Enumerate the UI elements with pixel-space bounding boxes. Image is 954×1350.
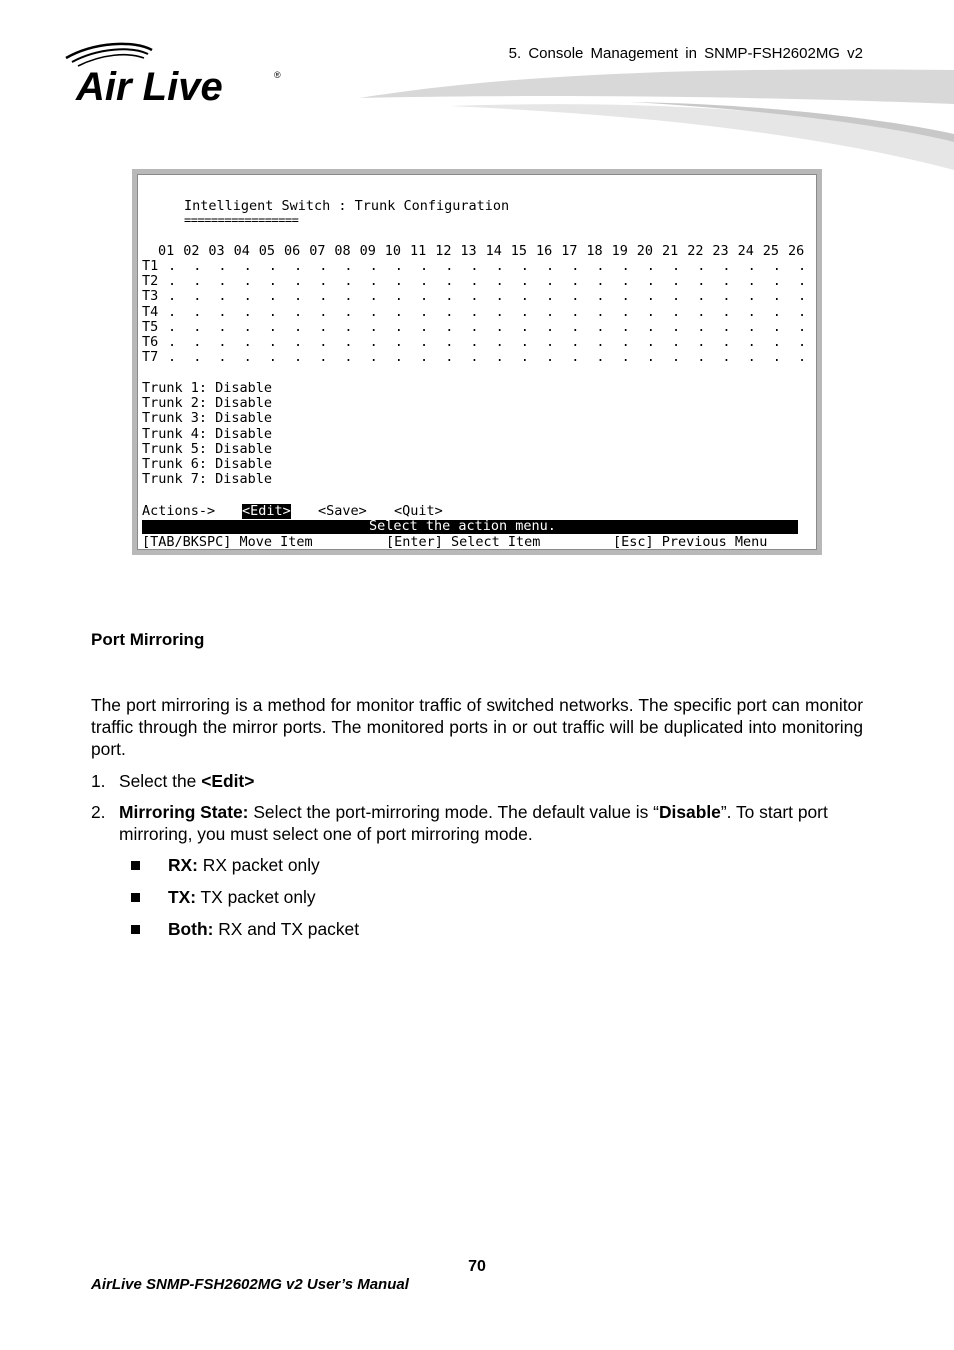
trunk-port-cell[interactable]: .: [268, 318, 277, 335]
trunk-port-cell[interactable]: .: [546, 318, 555, 335]
trunk-port-cell[interactable]: .: [344, 318, 353, 335]
trunk-port-cell[interactable]: .: [747, 288, 756, 305]
trunk-port-cell[interactable]: .: [319, 258, 328, 274]
trunk-port-cell[interactable]: .: [722, 303, 731, 320]
trunk-port-cell[interactable]: .: [420, 303, 429, 320]
port-number: 08: [334, 243, 351, 259]
trunk-port-cell[interactable]: .: [747, 318, 756, 335]
trunk-port-cell[interactable]: .: [344, 334, 353, 350]
trunk-status-line: Trunk 2: Disable: [142, 395, 273, 412]
trunk-port-cell[interactable]: .: [470, 318, 479, 335]
trunk-port-cell[interactable]: .: [722, 334, 731, 350]
trunk-port-cell[interactable]: .: [193, 334, 202, 350]
port-number: 06: [284, 243, 301, 259]
trunk-port-cell[interactable]: .: [520, 273, 529, 290]
trunk-port-cell[interactable]: .: [168, 273, 177, 290]
svg-text:Air Live: Air Live: [76, 65, 223, 109]
bullet-text: [168, 919, 359, 940]
trunk-port-cell[interactable]: .: [369, 303, 378, 320]
trunk-port-cell[interactable]: .: [420, 288, 429, 305]
trunk-port-cell[interactable]: .: [470, 334, 479, 350]
port-number: 18: [586, 243, 603, 259]
trunk-port-cell[interactable]: .: [722, 318, 731, 335]
key-hint-move: [TAB/BKSPC] Move Item: [142, 534, 313, 550]
trunk-port-cell[interactable]: .: [697, 303, 706, 320]
trunk-port-cell[interactable]: .: [646, 258, 655, 274]
port-number: 25: [762, 243, 780, 259]
trunk-port-cell[interactable]: .: [571, 258, 580, 274]
trunk-port-cell[interactable]: .: [495, 288, 504, 305]
trunk-port-cell[interactable]: .: [344, 288, 353, 305]
trunk-port-cell[interactable]: .: [445, 273, 454, 290]
console-title-underline: =================: [184, 213, 299, 227]
trunk-port-cell[interactable]: .: [294, 303, 303, 320]
trunk-port-cell[interactable]: .: [243, 288, 252, 305]
console-window: [137, 174, 817, 550]
bullet-text: [168, 887, 316, 908]
trunk-port-cell[interactable]: .: [596, 303, 605, 320]
trunk-port-cell[interactable]: .: [747, 349, 756, 366]
trunk-port-cell[interactable]: .: [470, 303, 479, 320]
trunk-port-cell[interactable]: .: [168, 258, 177, 274]
trunk-status-line: Trunk 4: Disable: [142, 425, 273, 442]
trunk-port-cell[interactable]: .: [747, 258, 756, 274]
trunk-port-cell[interactable]: .: [319, 318, 328, 335]
trunk-status-line: Trunk 6: Disable: [142, 456, 273, 472]
port-number: 17: [561, 243, 578, 259]
trunk-port-cell[interactable]: .: [445, 258, 454, 274]
trunk-port-cell[interactable]: .: [495, 303, 504, 320]
trunk-port-cell[interactable]: .: [218, 258, 227, 274]
trunk-port-cell[interactable]: .: [520, 288, 529, 305]
trunk-port-cell[interactable]: .: [722, 288, 731, 305]
trunk-port-cell[interactable]: .: [798, 334, 807, 350]
trunk-port-cell[interactable]: .: [571, 303, 580, 320]
trunk-port-cell[interactable]: .: [344, 258, 353, 274]
trunk-port-cell[interactable]: .: [596, 273, 605, 290]
trunk-port-cell[interactable]: .: [596, 258, 605, 274]
port-number: 20: [636, 243, 654, 259]
trunk-port-cell[interactable]: .: [672, 288, 681, 305]
square-bullet-icon: [131, 893, 140, 902]
trunk-port-cell[interactable]: .: [394, 303, 403, 320]
trunk-port-cell[interactable]: .: [445, 334, 454, 350]
trunk-port-cell[interactable]: .: [470, 273, 479, 290]
trunk-port-cell[interactable]: .: [420, 318, 429, 335]
trunk-port-cell[interactable]: .: [546, 273, 555, 290]
trunk-port-cell[interactable]: .: [369, 318, 378, 335]
trunk-port-cell[interactable]: .: [621, 334, 630, 350]
trunk-port-cell[interactable]: .: [672, 349, 681, 366]
trunk-port-cell[interactable]: .: [168, 318, 177, 335]
trunk-row-label: T4: [142, 303, 159, 320]
port-number: 26: [788, 243, 805, 259]
port-number: 22: [687, 243, 704, 259]
bullet-label: RX:: [168, 855, 198, 875]
trunk-port-cell[interactable]: .: [672, 258, 681, 274]
intro-paragraph: The port mirroring is a method for monitor traffic of switched networks. The specific port can monitor traffic through the mirror ports. The monitored ports in or out traffic will be duplicated into monitoring port.: [91, 695, 863, 759]
trunk-port-cell[interactable]: .: [571, 334, 580, 350]
trunk-port-cell[interactable]: .: [218, 273, 227, 290]
trunk-port-cell[interactable]: .: [747, 273, 756, 290]
trunk-row: [142, 289, 810, 304]
trunk-port-cell[interactable]: .: [571, 273, 580, 290]
port-number: 10: [384, 243, 402, 259]
trunk-port-cell[interactable]: .: [772, 303, 781, 320]
trunk-port-cell[interactable]: .: [772, 273, 781, 290]
trunk-port-cell[interactable]: .: [646, 273, 655, 290]
port-number: 14: [485, 243, 502, 259]
trunk-port-cell[interactable]: .: [697, 273, 706, 290]
trunk-port-cell[interactable]: .: [546, 303, 555, 320]
trunk-port-cell[interactable]: .: [798, 258, 807, 274]
save-action[interactable]: <Save>: [318, 503, 367, 519]
trunk-port-cell[interactable]: .: [168, 288, 177, 305]
port-number: 19: [611, 243, 628, 259]
bullet-desc: RX packet only: [197, 855, 320, 875]
trunk-port-cell[interactable]: .: [571, 318, 580, 335]
bullet-label: Both:: [168, 919, 214, 939]
trunk-port-cell[interactable]: .: [772, 288, 781, 305]
trunk-port-cell[interactable]: .: [369, 334, 378, 350]
trunk-port-cell[interactable]: .: [697, 318, 706, 335]
trunk-row: [142, 350, 810, 365]
step-2-number: 2.: [91, 802, 106, 822]
step-1-text: [119, 770, 863, 792]
key-hint-previous: [Esc] Previous Menu: [613, 534, 768, 550]
page-number: 70: [468, 1258, 486, 1275]
key-hint-select: [Enter] Select Item: [386, 534, 541, 550]
trunk-port-cell[interactable]: .: [798, 318, 807, 335]
trunk-port-cell[interactable]: .: [596, 349, 605, 366]
trunk-port-cell[interactable]: .: [445, 349, 454, 366]
trunk-port-cell[interactable]: .: [268, 273, 277, 290]
trunk-port-cell[interactable]: .: [168, 349, 177, 366]
trunk-port-cell[interactable]: .: [243, 349, 252, 366]
trunk-port-cell[interactable]: .: [193, 273, 202, 290]
port-number: 04: [233, 243, 250, 259]
port-number: 13: [460, 243, 477, 259]
trunk-port-cell[interactable]: .: [294, 273, 303, 290]
trunk-port-cell[interactable]: .: [243, 258, 252, 274]
step-2-text: [119, 801, 863, 845]
quit-action[interactable]: <Quit>: [394, 503, 443, 519]
trunk-port-cell[interactable]: .: [294, 349, 303, 366]
trunk-port-cell[interactable]: .: [646, 318, 655, 335]
port-number: 01: [158, 243, 175, 259]
trunk-port-cell[interactable]: .: [319, 288, 328, 305]
trunk-port-cell[interactable]: .: [772, 258, 781, 274]
bullet-desc: RX and TX packet: [213, 919, 360, 939]
step-2-label: Mirroring State:: [119, 802, 249, 822]
trunk-port-cell[interactable]: .: [394, 288, 403, 305]
bullet-text: [168, 855, 320, 876]
trunk-port-cell[interactable]: .: [722, 258, 731, 274]
svg-text:®: ®: [274, 70, 281, 80]
trunk-port-cell[interactable]: .: [369, 288, 378, 305]
trunk-status-line: Trunk 3: Disable: [142, 410, 273, 427]
trunk-port-cell[interactable]: .: [722, 273, 731, 290]
trunk-port-cell[interactable]: .: [445, 288, 454, 305]
trunk-port-cell[interactable]: .: [798, 349, 807, 366]
port-number: 23: [712, 243, 729, 259]
trunk-port-cell[interactable]: .: [495, 258, 504, 274]
console-title: Intelligent Switch : Trunk Configuration: [184, 198, 510, 214]
trunk-port-cell[interactable]: .: [369, 273, 378, 290]
trunk-port-cell[interactable]: .: [672, 318, 681, 335]
trunk-port-cell[interactable]: .: [394, 273, 403, 290]
step-2-default-value: Disable: [658, 802, 721, 822]
trunk-port-cell[interactable]: .: [772, 334, 781, 350]
trunk-port-cell[interactable]: .: [621, 273, 630, 290]
trunk-row-label: T5: [142, 318, 159, 335]
trunk-port-cell[interactable]: .: [646, 349, 655, 366]
trunk-port-cell[interactable]: .: [268, 288, 277, 305]
section-heading: Port Mirroring: [91, 630, 205, 649]
header-title: 5. Console Management in SNMP-FSH2602MG v2: [508, 45, 863, 62]
trunk-port-cell[interactable]: .: [193, 318, 202, 335]
trunk-port-cell[interactable]: .: [344, 349, 353, 366]
bullet-label: TX:: [168, 887, 197, 907]
trunk-port-cell[interactable]: .: [369, 349, 378, 366]
trunk-port-cell[interactable]: .: [470, 258, 479, 274]
header-swoosh-graphic: [330, 60, 954, 180]
trunk-port-cell[interactable]: .: [621, 349, 630, 366]
trunk-port-cell[interactable]: .: [193, 303, 202, 320]
step-1-prefix: Select the: [119, 771, 202, 791]
trunk-port-cell[interactable]: .: [646, 334, 655, 350]
bullet-desc: TX packet only: [196, 887, 316, 907]
port-number: 03: [208, 243, 225, 259]
trunk-port-cell[interactable]: .: [646, 288, 655, 305]
trunk-port-cell[interactable]: .: [546, 258, 555, 274]
port-number: 11: [410, 243, 427, 259]
trunk-port-cell[interactable]: .: [344, 273, 353, 290]
trunk-port-cell[interactable]: .: [772, 318, 781, 335]
trunk-port-cell[interactable]: .: [243, 303, 252, 320]
trunk-port-cell[interactable]: .: [798, 288, 807, 305]
trunk-port-cell[interactable]: .: [168, 334, 177, 350]
trunk-port-cell[interactable]: .: [394, 334, 403, 350]
trunk-port-cell[interactable]: .: [495, 273, 504, 290]
port-number: 24: [737, 243, 754, 259]
trunk-port-cell[interactable]: .: [268, 334, 277, 350]
step-1-number: 1.: [91, 771, 106, 791]
trunk-port-cell[interactable]: .: [294, 318, 303, 335]
trunk-port-cell[interactable]: .: [420, 334, 429, 350]
trunk-port-cell[interactable]: .: [193, 349, 202, 366]
trunk-row: [142, 274, 810, 289]
console-screenshot: [132, 169, 822, 555]
port-number: 09: [359, 243, 376, 259]
trunk-port-cell[interactable]: .: [268, 258, 277, 274]
trunk-row-label: T7: [142, 349, 159, 366]
trunk-port-cell[interactable]: .: [344, 303, 353, 320]
trunk-port-cell[interactable]: .: [243, 318, 252, 335]
help-text: Select the action menu.: [369, 518, 556, 534]
trunk-port-cell[interactable]: .: [798, 273, 807, 290]
trunk-port-cell[interactable]: .: [495, 318, 504, 335]
port-number: 02: [183, 243, 200, 259]
edit-action[interactable]: <Edit>: [242, 503, 291, 519]
port-number: 05: [258, 243, 276, 259]
square-bullet-icon: [131, 861, 140, 870]
trunk-port-cell[interactable]: .: [193, 258, 202, 274]
port-number: 21: [662, 243, 679, 259]
trunk-port-cell[interactable]: .: [495, 334, 504, 350]
step-2-text-b: ”. To start port mirroring, you must select one of port mirroring mode.: [119, 802, 828, 844]
trunk-port-cell[interactable]: .: [243, 273, 252, 290]
trunk-row-label: T3: [142, 288, 159, 305]
trunk-port-cell[interactable]: .: [596, 334, 605, 350]
trunk-status-line: Trunk 1: Disable: [142, 380, 273, 396]
trunk-port-cell[interactable]: .: [319, 273, 328, 290]
trunk-port-cell[interactable]: .: [697, 258, 706, 274]
trunk-port-cell[interactable]: .: [621, 303, 630, 320]
trunk-port-cell[interactable]: .: [218, 303, 227, 320]
trunk-port-cell[interactable]: .: [445, 303, 454, 320]
trunk-port-cell[interactable]: .: [495, 349, 504, 366]
footer-manual-title: AirLive SNMP-FSH2602MG v2 User’s Manual: [91, 1276, 409, 1293]
trunk-port-cell[interactable]: .: [445, 318, 454, 335]
port-number: 16: [536, 243, 553, 259]
trunk-status-line: Trunk 5: Disable: [142, 440, 273, 457]
trunk-row: [142, 320, 810, 335]
trunk-port-cell[interactable]: .: [672, 273, 681, 290]
trunk-port-cell[interactable]: .: [394, 258, 403, 274]
trunk-port-cell[interactable]: .: [697, 334, 706, 350]
trunk-port-cell[interactable]: .: [243, 334, 252, 350]
trunk-port-cell[interactable]: .: [697, 349, 706, 366]
trunk-port-cell[interactable]: .: [520, 303, 529, 320]
trunk-row-label: T6: [142, 334, 159, 350]
trunk-row-label: T2: [142, 273, 159, 290]
help-bar: [142, 520, 798, 534]
trunk-port-cell[interactable]: .: [394, 318, 403, 335]
trunk-port-cell[interactable]: .: [294, 334, 303, 350]
trunk-port-cell[interactable]: .: [571, 349, 580, 366]
trunk-port-cell[interactable]: .: [218, 349, 227, 366]
trunk-port-cell[interactable]: .: [546, 288, 555, 305]
trunk-port-cell[interactable]: .: [520, 349, 529, 366]
trunk-port-cell[interactable]: .: [394, 349, 403, 366]
trunk-port-cell[interactable]: .: [596, 288, 605, 305]
trunk-port-cell[interactable]: .: [420, 258, 429, 274]
trunk-row: [142, 305, 810, 320]
trunk-port-cell[interactable]: .: [672, 334, 681, 350]
trunk-port-cell[interactable]: .: [621, 288, 630, 305]
trunk-port-cell[interactable]: .: [571, 288, 580, 305]
trunk-port-cell[interactable]: .: [319, 334, 328, 350]
trunk-port-cell[interactable]: .: [672, 303, 681, 320]
trunk-row-label: T1: [142, 258, 159, 274]
step-1-edit: <Edit>: [201, 771, 255, 791]
trunk-port-cell[interactable]: .: [520, 334, 529, 350]
trunk-row: [142, 259, 810, 274]
trunk-port-cell[interactable]: .: [697, 288, 706, 305]
trunk-port-cell[interactable]: .: [646, 303, 655, 320]
trunk-port-cell[interactable]: .: [294, 258, 303, 274]
trunk-port-cell[interactable]: .: [520, 318, 529, 335]
port-number: 12: [435, 243, 452, 259]
actions-label: Actions->: [142, 503, 216, 519]
trunk-port-cell[interactable]: .: [420, 349, 429, 366]
trunk-port-cell[interactable]: .: [546, 349, 555, 366]
trunk-row: [142, 335, 810, 350]
port-number: 15: [510, 243, 528, 259]
trunk-port-cell[interactable]: .: [268, 303, 277, 320]
trunk-port-cell[interactable]: .: [218, 334, 227, 350]
trunk-port-cell[interactable]: .: [268, 349, 277, 366]
trunk-port-cell[interactable]: .: [747, 334, 756, 350]
trunk-port-cell[interactable]: .: [520, 258, 529, 274]
trunk-port-cell[interactable]: .: [596, 318, 605, 335]
trunk-port-cell[interactable]: .: [747, 303, 756, 320]
trunk-status-line: Trunk 7: Disable: [142, 471, 273, 488]
trunk-port-cell[interactable]: .: [369, 258, 378, 274]
trunk-port-cell[interactable]: .: [319, 349, 328, 366]
trunk-port-cell[interactable]: .: [294, 288, 303, 305]
port-number: 07: [309, 243, 326, 259]
square-bullet-icon: [131, 925, 140, 934]
key-hints: [142, 535, 810, 611]
trunk-port-cell[interactable]: .: [722, 349, 731, 366]
trunk-port-cell[interactable]: .: [193, 288, 202, 305]
trunk-port-cell[interactable]: .: [319, 303, 328, 320]
trunk-port-cell[interactable]: .: [470, 288, 479, 305]
trunk-port-cell[interactable]: .: [218, 318, 227, 335]
trunk-port-cell[interactable]: .: [798, 303, 807, 320]
trunk-port-cell[interactable]: .: [470, 349, 479, 366]
trunk-port-cell[interactable]: .: [218, 288, 227, 305]
trunk-port-cell[interactable]: .: [621, 258, 630, 274]
step-2-text-a: Select the port-mirroring mode. The default value is “: [248, 802, 659, 822]
trunk-port-cell[interactable]: .: [420, 273, 429, 290]
trunk-port-cell[interactable]: .: [621, 318, 630, 335]
airlive-logo: [64, 40, 294, 110]
trunk-port-cell[interactable]: .: [772, 349, 781, 366]
trunk-port-cell[interactable]: .: [168, 303, 177, 320]
trunk-port-cell[interactable]: .: [546, 334, 555, 350]
